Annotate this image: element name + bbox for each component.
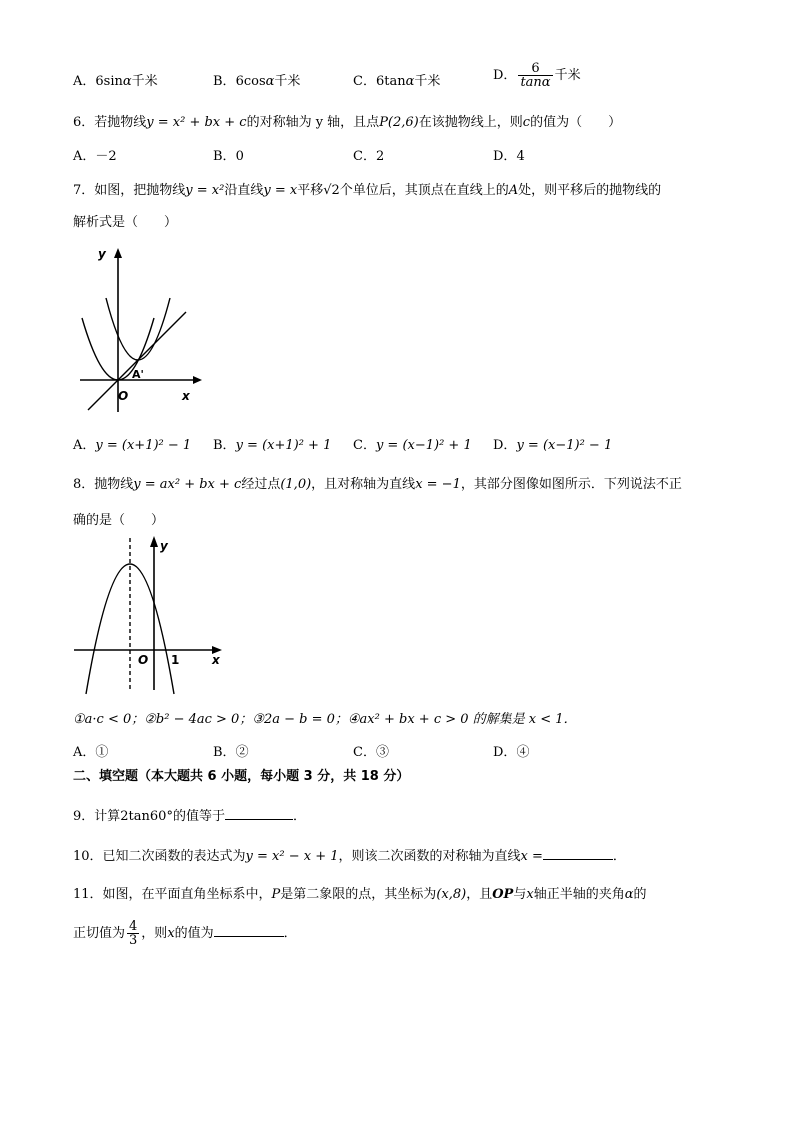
q8-options [73,743,733,763]
q5-option-a[interactable]: A．6sinα千米 [73,74,158,89]
q7-a-label: A' [132,368,144,381]
q7-options [73,436,733,456]
q7-y-arrow-icon [114,248,122,258]
q6-option-c[interactable]: C．2 [353,149,385,164]
q9-stem: 9．计算2tan60°的值等于 ． [73,805,306,826]
q7-option-a[interactable]: A．y = (x+1)² − 1 [73,438,192,453]
q9-answer-blank[interactable] [225,805,293,820]
q7-shifted-parabola [106,298,170,360]
section-heading-fill-in: 二、填空题（本大题共 6 小题，每小题 3 分，共 18 分） [73,769,410,784]
q7-x-label: x [182,389,190,403]
q7-option-b[interactable]: B．y = (x+1)² + 1 [213,438,332,453]
q8-option-a[interactable]: A．① [73,745,109,760]
q11-answer-blank[interactable] [214,922,284,937]
q6-options [73,147,733,167]
q10-stem: 10．已知二次函数的表达式为y = x² − x + 1，则该二次函数的对称轴为直线x = ． [73,845,626,866]
q8-statements: ①a·c < 0；②b² − 4ac > 0；③2a − b = 0；④ax² + bx + c > 0 的解集是 x < 1． [73,712,577,727]
q6-option-d[interactable]: D．4 [493,149,525,164]
q7-x-arrow-icon [193,376,202,384]
q8-figure [70,530,230,700]
q8-origin-label: O [138,653,149,667]
q10-answer-blank[interactable] [543,845,613,860]
q8-option-b[interactable]: B．② [213,745,249,760]
q5-option-b[interactable]: B．6cosα千米 [213,74,301,89]
q7-stem-line2: 解析式是（ ） [73,215,178,230]
q5-d-fraction: $\frac{6}{\tan\alpha}$ [520,61,551,90]
q7-figure [70,240,210,415]
q7-stem: 7．如图，把抛物线y = x²沿直线y = x平移√2个单位后，其顶点在直线上的A处，则平移后的抛物线的 [73,183,662,198]
q6-stem: 6．若抛物线y = x² + bx + c的对称轴为 y 轴，且点P(2,6)在该抛物线上，则c的值为（ ） [73,115,622,130]
q7-y-label: y [98,247,106,261]
q11-stem: 11．如图，在平面直角坐标系中，P是第二象限的点，其坐标为(x,8)，且OP与x轴正半轴的夹角α的 [73,887,647,902]
q7-line-y-eq-x [88,312,186,410]
q8-y-arrow-icon [150,536,158,547]
q8-option-d[interactable]: D．④ [493,745,530,760]
q11-fraction: $\frac{4}{3}$ [129,919,138,948]
q7-option-d[interactable]: D．y = (x−1)² − 1 [493,438,613,453]
q6-option-b[interactable]: B．0 [213,149,244,164]
q5-option-d[interactable]: D． $\frac{6}{\tan\alpha}$ 千米 [493,61,581,90]
q6-option-a[interactable]: A．－2 [73,149,117,164]
q8-y-label: y [160,539,168,553]
q11-stem-line2: 正切值为 $\frac{4}{3}$ ，则x的值为 ． [73,919,297,948]
q8-x-label: x [212,653,220,667]
q8-one-label: 1 [171,653,180,667]
q8-stem: 8．抛物线y = ax² + bx + c经过点(1,0)，且对称轴为直线x = −1，其部分图像如图所示．下列说法不正 [73,477,682,492]
q7-origin-label: O [118,389,129,403]
q8-stem-line2: 确的是（ ） [73,513,165,528]
q5-option-c[interactable]: C．6tanα千米 [353,74,441,89]
q8-option-c[interactable]: C．③ [353,745,389,760]
q5-options [73,61,733,92]
q7-option-c[interactable]: C．y = (x−1)² + 1 [353,438,472,453]
